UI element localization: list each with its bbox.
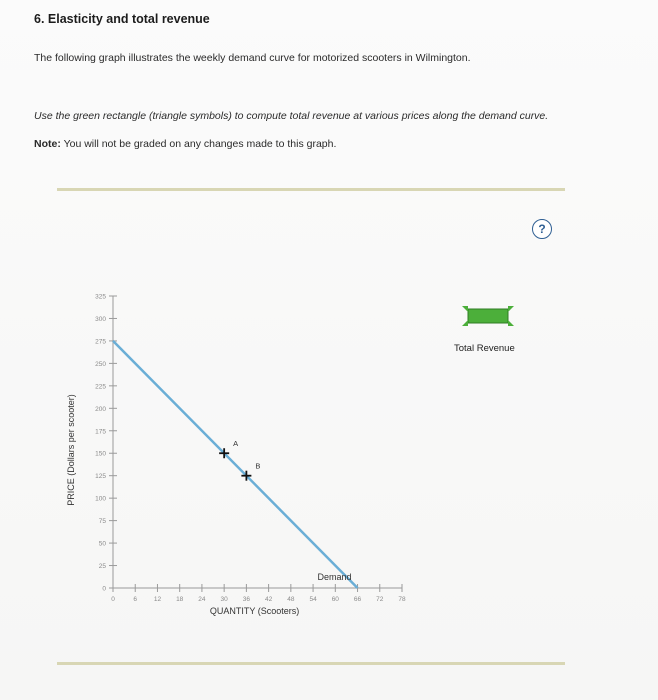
demand-curve-line [113, 341, 358, 588]
x-tick-label: 36 [242, 596, 251, 603]
question-intro: The following graph illustrates the weekly demand curve for motorized scooters in Wilmington. [34, 52, 471, 64]
x-tick-label: 30 [220, 596, 228, 603]
y-tick-label: 325 [95, 293, 106, 301]
y-tick-label: 250 [95, 360, 106, 368]
note-text: You will not be graded on any changes made to this graph. [63, 138, 337, 150]
x-tick-label: 42 [264, 596, 273, 603]
x-tick-label: 6 [133, 596, 138, 603]
demand-curve-label: Demand [317, 572, 352, 582]
x-tick-label: 12 [153, 596, 162, 603]
x-tick-label: 78 [398, 596, 406, 603]
y-tick-label: 50 [98, 540, 106, 548]
x-tick-label: 18 [176, 596, 184, 603]
y-tick-label: 125 [95, 473, 106, 481]
y-tick-label: 225 [95, 383, 106, 391]
question-instruction: Use the green rectangle (triangle symbols) to compute total revenue at various prices along the demand curve. [34, 110, 549, 122]
x-tick-label: 72 [376, 596, 384, 603]
y-tick-label: 100 [95, 495, 106, 503]
help-icon[interactable]: ? [532, 219, 552, 239]
point-b-label: B [255, 461, 261, 471]
x-tick-label: 24 [198, 596, 206, 603]
y-tick-label: 175 [95, 428, 106, 436]
y-tick-label: 300 [95, 315, 106, 323]
y-tick-label: 150 [95, 450, 106, 458]
y-tick-label: 75 [98, 518, 106, 526]
x-tick-label: 66 [353, 596, 362, 603]
x-tick-label: 54 [309, 596, 317, 603]
y-tick-label: 275 [95, 338, 106, 346]
total-revenue-label: Total Revenue [454, 343, 515, 354]
series-layer [113, 341, 358, 588]
note-label: Note: [34, 138, 61, 150]
x-tick-label: 60 [331, 596, 339, 603]
point-a-label: A [233, 439, 239, 449]
x-tick-label: 0 [111, 596, 115, 603]
y-tick-label: 0 [102, 585, 106, 593]
y-axis [95, 294, 117, 593]
y-tick-label: 200 [95, 405, 106, 413]
points-layer [219, 439, 260, 480]
x-axis-title: QUANTITY (Scooters) [209, 606, 300, 616]
x-axis [111, 584, 406, 603]
y-axis-title: PRICE (Dollars per scooter) [66, 394, 76, 506]
question-title: 6. Elasticity and total revenue [34, 12, 210, 26]
y-tick-label: 25 [98, 563, 106, 571]
x-tick-label: 48 [287, 596, 295, 603]
